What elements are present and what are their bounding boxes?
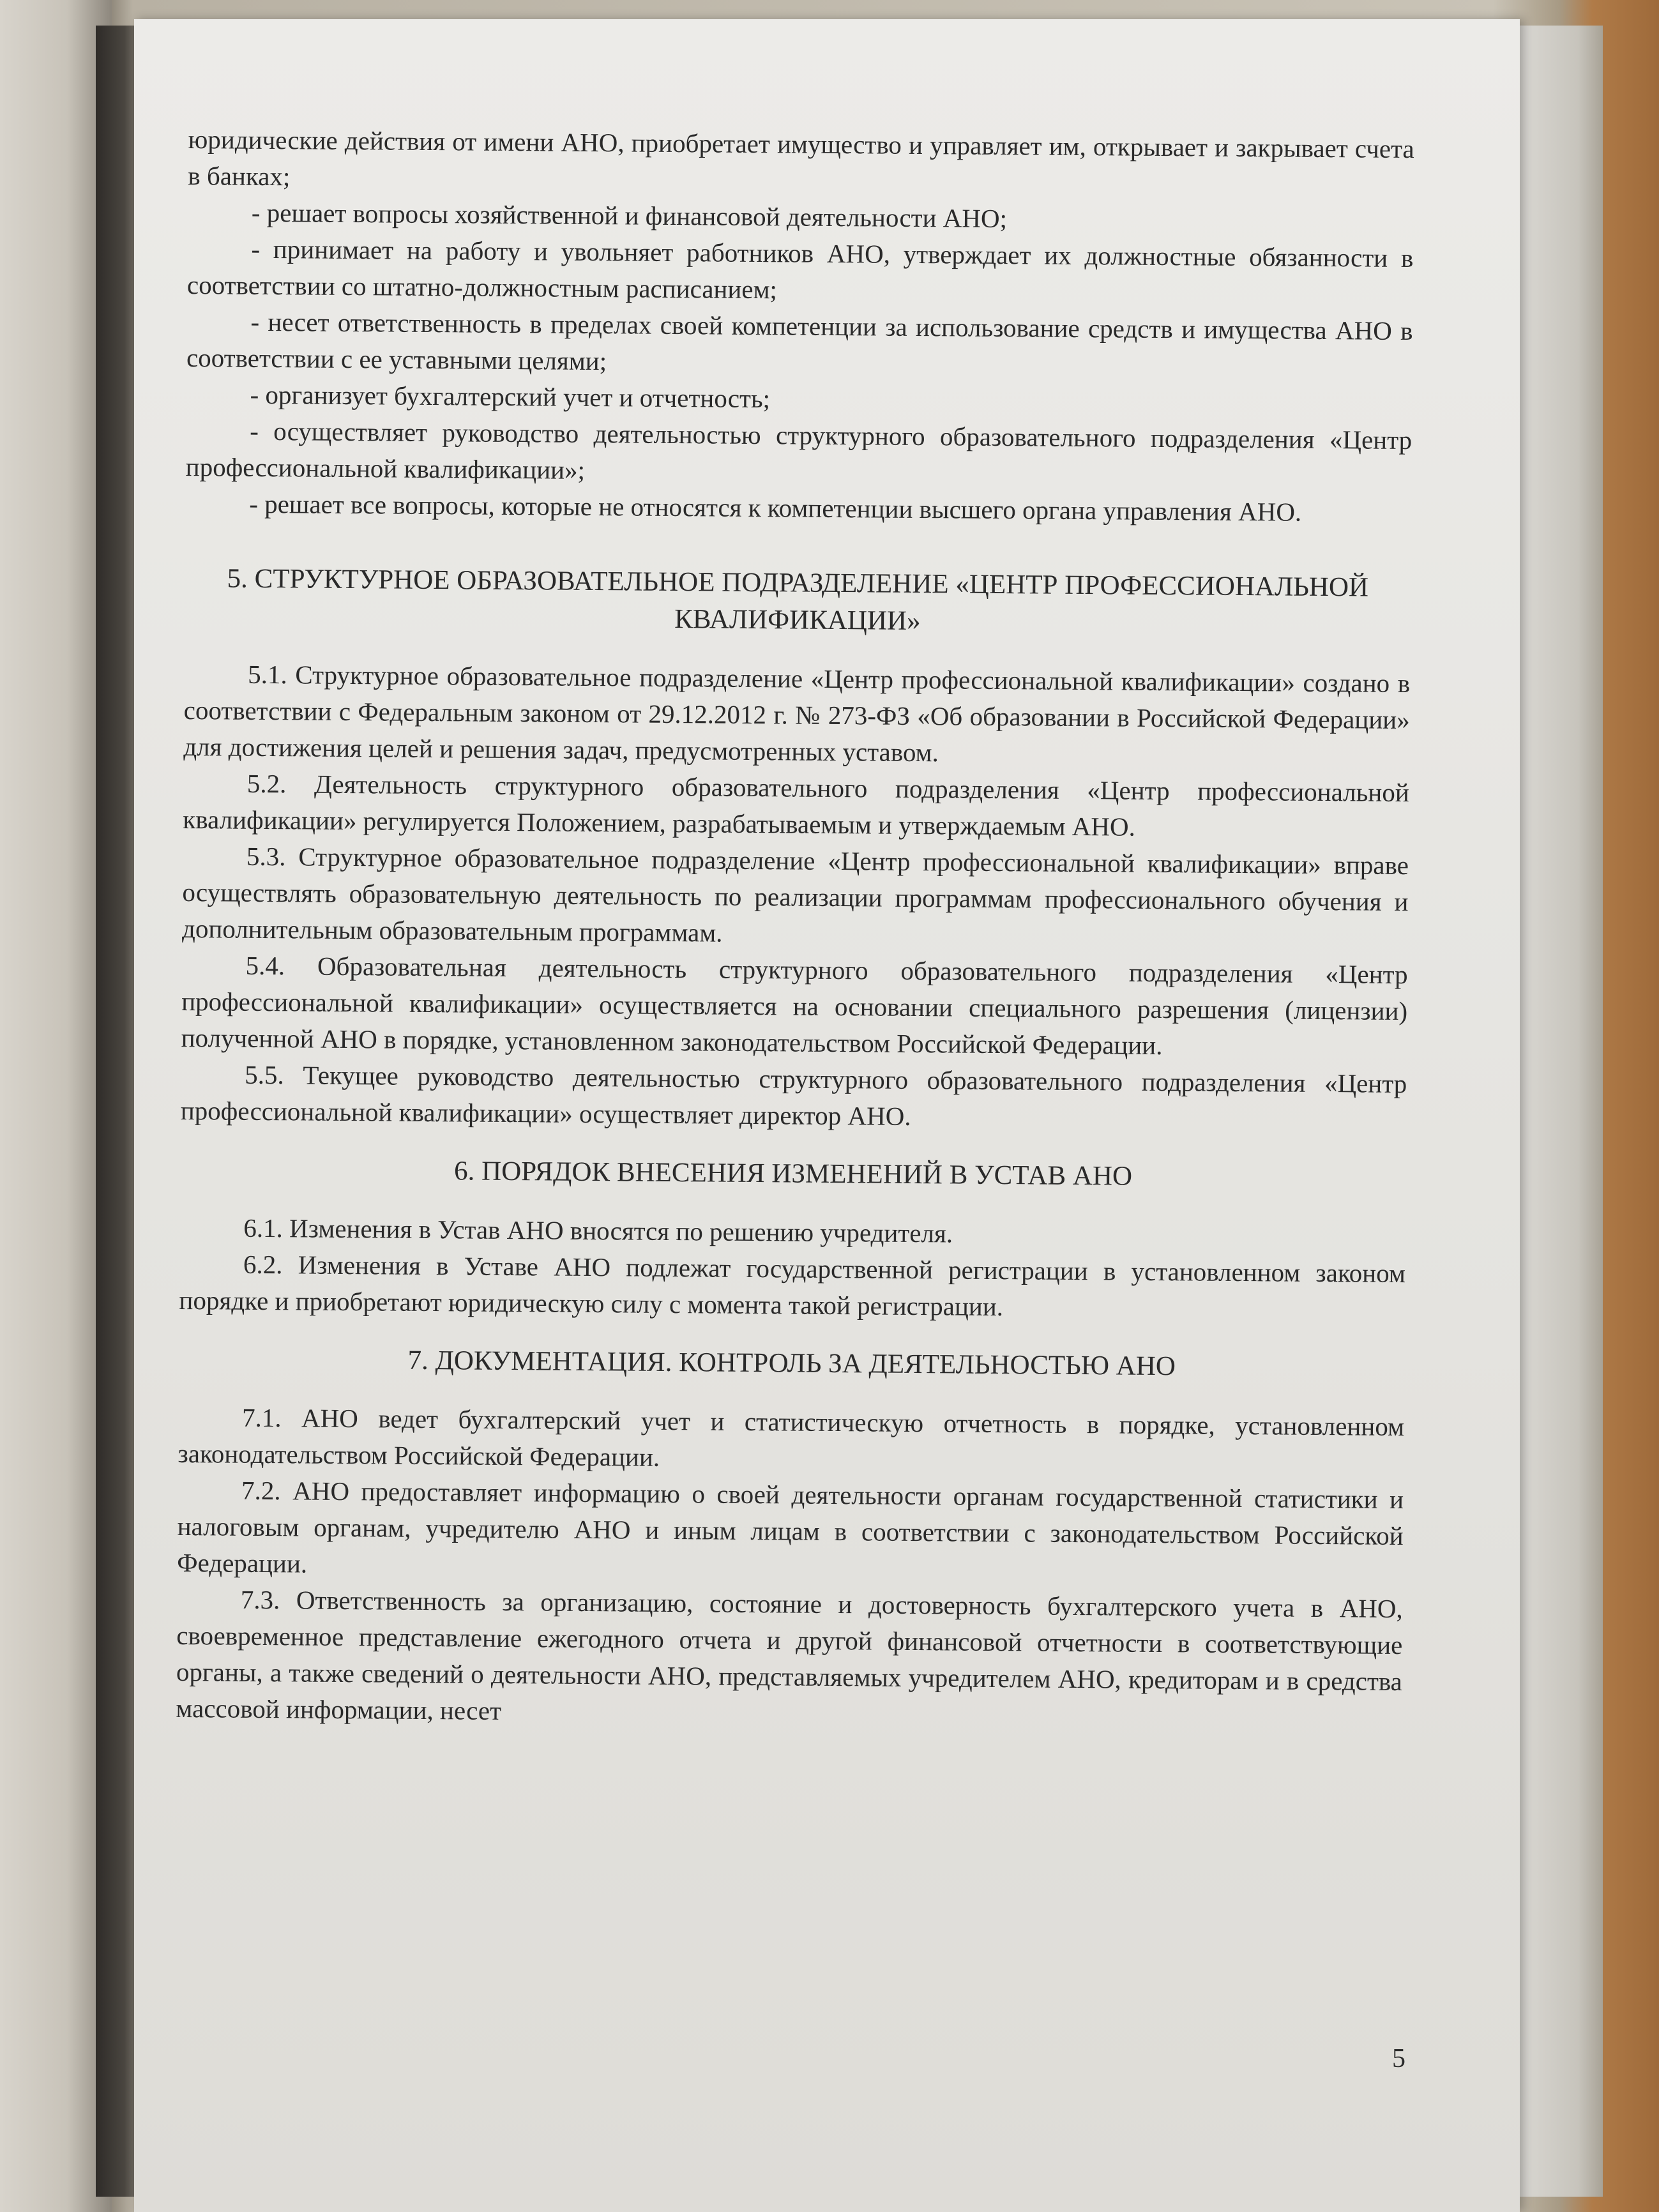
clause: 6.1. Изменения в Устав АНО вносятся по решению учредителя. <box>243 1213 953 1248</box>
clause: 7.2. АНО предоставляет информацию о своей деятельности органам государственной статистики и налоговым органам, учредителю АНО и иным лицам в соответствии с законодательством Российской Федерации. <box>177 1475 1404 1579</box>
clause: 5.4. Образовательная деятельность структурного образовательного подразделения «Центр профессиональной квалификации» осуществляется на основании специального разрешения (лицензии) полученной АНО в порядке, установленном законодательством Российской Федерации. <box>181 950 1408 1061</box>
plastic-sleeve-edge <box>1520 26 1603 2197</box>
section-6-body <box>179 1209 1405 1328</box>
left-page-edge <box>0 0 112 2212</box>
clause: 6.2. Изменения в Уставе АНО подлежат государственной регистрации в установленном законом порядке и приобретают юридическую силу с момента такой регистрации. <box>179 1249 1406 1322</box>
page-content <box>176 121 1414 1736</box>
section-7-body <box>176 1399 1404 1736</box>
clause: 7.1. АНО ведет бухгалтерский учет и статистическую отчетность в порядке, установленном законодательством Российской Федерации. <box>178 1402 1405 1472</box>
clause: 5.3. Структурное образовательное подразделение «Центр профессиональной квалификации» вправе осуществлять образовательную деятельность по реализации программам профессионального обучения и дополнительным образовательным программам. <box>181 841 1409 948</box>
paragraph: - принимает на работу и увольняет работников АНО, утверждает их должностные обязанности в соответствии со штатно-должностным расписанием; <box>186 234 1414 305</box>
clause: 7.3. Ответственность за организацию, состояние и достоверность бухгалтерского учета в АНО, своевременное представление ежегодного отчета и другой финансовой отчетности в соответствующие органы, а также сведений о деятельности АНО, представляемых учредителем АНО, кредиторам и в средства массовой информации, несет <box>176 1584 1403 1725</box>
paragraph: - осуществляет руководство деятельностью структурного образовательного подразделения «Центр профессиональной квалификации»; <box>185 416 1413 485</box>
clause: 5.2. Деятельность структурного образовательного подразделения «Центр профессиональной квалификации» регулируется Положением, разрабатываемым и утверждаемым АНО. <box>183 768 1409 842</box>
clause: 5.5. Текущее руководство деятельностью структурного образовательного подразделения «Центр профессиональной квалификации» осуществляет директор АНО. <box>180 1059 1407 1131</box>
paragraph: - организует бухгалтерский учет и отчетность; <box>250 379 771 414</box>
section-heading-5: 5. СТРУКТУРНОЕ ОБРАЗОВАТЕЛЬНОЕ ПОДРАЗДЕЛЕНИЕ «ЦЕНТР ПРОФЕССИОНАЛЬНОЙ КВАЛИФИКАЦИИ» <box>227 563 1369 637</box>
top-list <box>185 121 1414 531</box>
paragraph: - решает все вопросы, которые не относятся к компетенции высшего органа управления АНО. <box>249 489 1302 527</box>
paragraph: - решает вопросы хозяйственной и финансовой деятельности АНО; <box>251 197 1008 234</box>
paragraph: юридические действия от имени АНО, приобретает имущество и управляет им, открывает и закрывает счета в банках; <box>188 124 1414 192</box>
page-number: 5 <box>1392 2044 1405 2073</box>
paragraph: - несет ответственность в пределах своей компетенции за использование средств и имущества АНО в соответствии с ее уставными целями; <box>186 307 1413 376</box>
section-5-body <box>181 656 1411 1139</box>
clause: 5.1. Структурное образовательное подразделение «Центр профессиональной квалификации» создано в соответствии с Федеральным законом от 29.12.2012 г. № 273-ФЗ «Об образовании в Российской Федерации» для достижения целей и решения задач, предусмотренных уставом. <box>183 659 1411 768</box>
section-heading-7: 7. ДОКУМЕНТАЦИЯ. КОНТРОЛЬ ЗА ДЕЯТЕЛЬНОСТЬЮ АНО <box>407 1345 1176 1382</box>
section-heading-6: 6. ПОРЯДОК ВНЕСЕНИЯ ИЗМЕНЕНИЙ В УСТАВ АНО <box>453 1156 1133 1192</box>
